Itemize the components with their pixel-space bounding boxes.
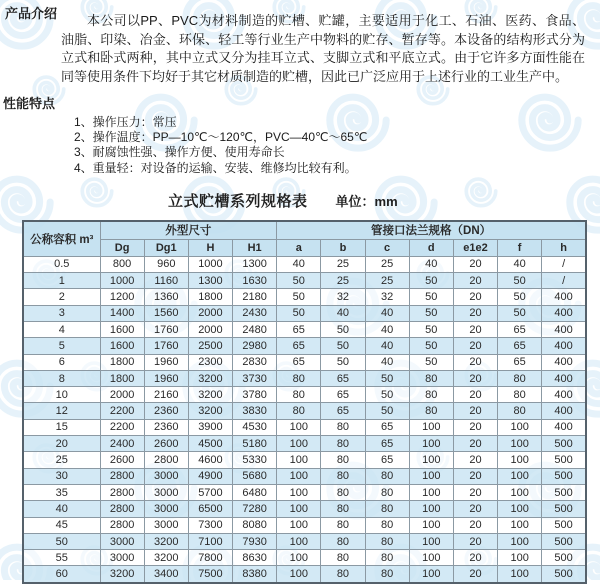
cell-value: 20 [453, 436, 497, 452]
cell-value: 2360 [144, 419, 188, 435]
cell-value: 20 [453, 387, 497, 403]
cell-value: 400 [542, 289, 586, 305]
cell-value: 100 [409, 436, 453, 452]
cell-volume: 15 [23, 419, 100, 435]
cell-value: 40 [365, 322, 409, 338]
cell-value: 3400 [144, 566, 188, 583]
cell-value: 50 [409, 273, 453, 289]
feature-item: 2、操作温度：PP—10℃～120℃，PVC—40℃～65℃ [74, 130, 368, 145]
cell-value: 2800 [100, 468, 144, 484]
cell-value: 100 [277, 501, 321, 517]
cell-value: 3200 [188, 370, 232, 386]
cell-value: 50 [321, 354, 365, 370]
cell-value: 1960 [144, 354, 188, 370]
cell-value: 80 [321, 452, 365, 468]
cell-value: 2000 [188, 305, 232, 321]
cell-value: 8080 [233, 517, 277, 533]
cell-value: 100 [277, 550, 321, 566]
table-row [23, 468, 586, 484]
cell-value: 100 [277, 517, 321, 533]
cell-value: 40 [321, 305, 365, 321]
cell-value: 20 [453, 354, 497, 370]
cell-value: 100 [277, 452, 321, 468]
cell-value: 80 [321, 419, 365, 435]
cell-value: 20 [453, 468, 497, 484]
cell-value: 25 [321, 256, 365, 272]
cell-value: 7300 [188, 517, 232, 533]
cell-value: 20 [453, 305, 497, 321]
cell-value: 50 [277, 305, 321, 321]
table-row [23, 452, 586, 468]
table-caption [168, 190, 600, 211]
cell-volume: 10 [23, 387, 100, 403]
cell-value: 40 [365, 354, 409, 370]
cell-value: 2600 [144, 436, 188, 452]
cell-value: 20 [453, 256, 497, 272]
cell-value: 80 [409, 370, 453, 386]
cell-value: 100 [409, 517, 453, 533]
cell-value: 400 [542, 419, 586, 435]
cell-value: 50 [409, 354, 453, 370]
col-header-h1: H1 [233, 239, 277, 256]
table-row [23, 370, 586, 386]
cell-value: 400 [542, 322, 586, 338]
cell-value: 50 [498, 273, 542, 289]
cell-value: 80 [498, 387, 542, 403]
cell-volume: 0.5 [23, 256, 100, 272]
cell-value: 100 [409, 419, 453, 435]
cell-volume: 5 [23, 338, 100, 354]
cell-value: 100 [409, 501, 453, 517]
cell-volume: 40 [23, 501, 100, 517]
cell-value: 2830 [233, 354, 277, 370]
cell-value: 20 [453, 517, 497, 533]
cell-value: 100 [277, 436, 321, 452]
cell-value: 7280 [233, 501, 277, 517]
cell-value: 65 [498, 354, 542, 370]
cell-value: 32 [365, 289, 409, 305]
cell-value: 100 [409, 550, 453, 566]
cell-value: 80 [321, 501, 365, 517]
cell-value: 100 [409, 468, 453, 484]
cell-value: 3000 [144, 517, 188, 533]
cell-value: 100 [277, 484, 321, 500]
cell-value: 400 [542, 370, 586, 386]
cell-value: 500 [542, 501, 586, 517]
cell-value: 25 [365, 273, 409, 289]
cell-volume: 20 [23, 436, 100, 452]
cell-value: 400 [542, 387, 586, 403]
cell-value: 50 [409, 305, 453, 321]
cell-value: 400 [542, 305, 586, 321]
cell-value: 8630 [233, 550, 277, 566]
cell-value: 400 [542, 403, 586, 419]
cell-value: 20 [453, 419, 497, 435]
cell-value: 960 [144, 256, 188, 272]
cell-value: 20 [453, 550, 497, 566]
cell-value: 80 [365, 484, 409, 500]
cell-value: 65 [277, 354, 321, 370]
cell-value: 50 [365, 370, 409, 386]
cell-value: 2430 [233, 305, 277, 321]
cell-value: 80 [321, 436, 365, 452]
cell-volume: 55 [23, 550, 100, 566]
cell-value: 80 [365, 468, 409, 484]
cell-value: 20 [453, 370, 497, 386]
cell-value: 1000 [188, 256, 232, 272]
cell-volume: 2 [23, 289, 100, 305]
cell-value: 80 [277, 403, 321, 419]
cell-value: 100 [498, 484, 542, 500]
cell-value: 20 [453, 322, 497, 338]
cell-value: 80 [498, 370, 542, 386]
cell-volume: 35 [23, 484, 100, 500]
cell-value: / [542, 273, 586, 289]
table-row [23, 484, 586, 500]
cell-value: 80 [277, 387, 321, 403]
cell-value: 80 [365, 566, 409, 583]
col-header-h: H [188, 239, 232, 256]
cell-value: 80 [321, 566, 365, 583]
cell-value: 3200 [188, 387, 232, 403]
table-row [23, 501, 586, 517]
cell-value: 3200 [188, 403, 232, 419]
cell-value: 50 [498, 289, 542, 305]
cell-value: 80 [365, 533, 409, 549]
cell-value: 800 [100, 256, 144, 272]
cell-value: 1800 [188, 289, 232, 305]
cell-volume: 45 [23, 517, 100, 533]
cell-volume: 6 [23, 354, 100, 370]
cell-value: 40 [498, 256, 542, 272]
cell-value: 65 [277, 338, 321, 354]
feature-item: 3、耐腐蚀性强、操作方便、使用寿命长 [74, 145, 285, 160]
cell-value: 1600 [100, 338, 144, 354]
cell-value: 1000 [100, 273, 144, 289]
cell-value: 3830 [233, 403, 277, 419]
cell-value: 500 [542, 452, 586, 468]
cell-value: 500 [542, 550, 586, 566]
table-row [23, 273, 586, 289]
table-row [23, 550, 586, 566]
col-header-f: f [498, 239, 542, 256]
cell-value: 80 [277, 370, 321, 386]
cell-value: 20 [453, 289, 497, 305]
cell-value: 50 [321, 322, 365, 338]
cell-value: 100 [498, 517, 542, 533]
col-header-e1e2: e1e2 [453, 239, 497, 256]
col-group-flange: 管接口法兰规格（DN） [277, 221, 586, 240]
cell-value: 100 [498, 501, 542, 517]
cell-value: 50 [409, 289, 453, 305]
cell-value: 3000 [144, 501, 188, 517]
table-row [23, 419, 586, 435]
cell-value: / [542, 256, 586, 272]
cell-value: 2980 [233, 338, 277, 354]
cell-value: 100 [498, 419, 542, 435]
cell-value: 50 [498, 305, 542, 321]
table-row [23, 289, 586, 305]
cell-volume: 25 [23, 452, 100, 468]
cell-value: 2500 [188, 338, 232, 354]
features-heading: 性能特点 [3, 96, 56, 111]
cell-value: 20 [453, 338, 497, 354]
intro-paragraph: 本公司以PP、PVC为材料制造的贮槽、贮罐，主要适用于化工、石油、医药、食品、油脂、印染、冶金、环保、轻工等行业生产中物料的贮存、暂存等。本设备的结构形式分为立式和卧式两种，其中立式又分为挂耳立式、支脚立式和平底立式。由于它许多方面性能在同等使用条件下均好于其它材质制造的贮槽，因此已广泛应用于上述行业的工业生产中。 [61, 13, 585, 84]
cell-value: 80 [409, 403, 453, 419]
table-row [23, 256, 586, 272]
cell-value: 2160 [144, 387, 188, 403]
table-row [23, 322, 586, 338]
col-header-h: h [542, 239, 586, 256]
cell-value: 400 [542, 354, 586, 370]
cell-value: 1760 [144, 322, 188, 338]
cell-volume: 60 [23, 566, 100, 583]
cell-value: 20 [453, 484, 497, 500]
cell-value: 40 [409, 256, 453, 272]
cell-value: 80 [321, 517, 365, 533]
cell-value: 3000 [144, 468, 188, 484]
cell-value: 80 [365, 501, 409, 517]
table-row [23, 387, 586, 403]
cell-value: 65 [321, 387, 365, 403]
cell-value: 4530 [233, 419, 277, 435]
table-unit: 单位：mm [335, 193, 398, 209]
cell-value: 100 [498, 436, 542, 452]
cell-value: 25 [321, 273, 365, 289]
cell-value: 80 [498, 403, 542, 419]
spec-table-body [23, 256, 586, 582]
cell-value: 50 [409, 338, 453, 354]
cell-value: 100 [277, 468, 321, 484]
cell-value: 32 [321, 289, 365, 305]
cell-value: 80 [409, 387, 453, 403]
cell-value: 2200 [100, 419, 144, 435]
cell-value: 1400 [100, 305, 144, 321]
cell-value: 2000 [100, 387, 144, 403]
cell-value: 7930 [233, 533, 277, 549]
cell-volume: 50 [23, 533, 100, 549]
cell-value: 2180 [233, 289, 277, 305]
cell-value: 100 [277, 533, 321, 549]
cell-value: 7500 [188, 566, 232, 583]
cell-value: 20 [453, 566, 497, 583]
cell-value: 40 [365, 338, 409, 354]
cell-value: 100 [409, 533, 453, 549]
cell-value: 400 [542, 338, 586, 354]
col-header-dg1: Dg1 [144, 239, 188, 256]
cell-value: 50 [409, 322, 453, 338]
cell-value: 20 [453, 452, 497, 468]
cell-value: 2800 [144, 452, 188, 468]
table-row [23, 436, 586, 452]
cell-value: 8380 [233, 566, 277, 583]
feature-item: 4、重量轻：对设备的运输、安装、维修均比较有利。 [74, 160, 357, 175]
cell-value: 1300 [233, 256, 277, 272]
cell-value: 20 [453, 273, 497, 289]
cell-value: 1800 [100, 354, 144, 370]
cell-value: 6500 [188, 501, 232, 517]
cell-value: 3200 [144, 550, 188, 566]
cell-value: 100 [498, 533, 542, 549]
col-header-c: c [365, 239, 409, 256]
cell-value: 3000 [100, 533, 144, 549]
col-header-b: b [321, 239, 365, 256]
intro-heading: 产品介绍 [5, 6, 58, 21]
cell-value: 3900 [188, 419, 232, 435]
features-list [0, 115, 600, 176]
feature-item: 1、操作压力：常压 [74, 115, 177, 129]
spec-table [22, 220, 587, 584]
cell-value: 50 [321, 338, 365, 354]
cell-volume: 30 [23, 468, 100, 484]
cell-value: 6480 [233, 484, 277, 500]
cell-value: 100 [498, 550, 542, 566]
cell-value: 1630 [233, 273, 277, 289]
table-row [23, 566, 586, 583]
cell-value: 50 [277, 289, 321, 305]
cell-value: 50 [365, 387, 409, 403]
cell-volume: 12 [23, 403, 100, 419]
cell-value: 7100 [188, 533, 232, 549]
cell-value: 1600 [100, 322, 144, 338]
cell-value: 100 [498, 452, 542, 468]
cell-value: 40 [365, 305, 409, 321]
cell-value: 1960 [144, 370, 188, 386]
cell-value: 500 [542, 484, 586, 500]
cell-value: 2300 [188, 354, 232, 370]
cell-value: 80 [321, 550, 365, 566]
cell-value: 2800 [100, 484, 144, 500]
cell-value: 3200 [144, 533, 188, 549]
cell-value: 80 [321, 533, 365, 549]
cell-value: 20 [453, 533, 497, 549]
cell-value: 80 [365, 550, 409, 566]
cell-value: 80 [365, 517, 409, 533]
cell-value: 500 [542, 566, 586, 583]
cell-value: 65 [365, 452, 409, 468]
cell-value: 100 [277, 566, 321, 583]
cell-value: 100 [498, 468, 542, 484]
cell-value: 3000 [100, 550, 144, 566]
cell-value: 2800 [100, 517, 144, 533]
table-row [23, 305, 586, 321]
col-header-d: d [409, 239, 453, 256]
col-header-volume: 公称容积 m³ [23, 221, 100, 257]
table-row [23, 403, 586, 419]
cell-value: 5180 [233, 436, 277, 452]
cell-value: 20 [453, 403, 497, 419]
table-row [23, 517, 586, 533]
cell-value: 500 [542, 436, 586, 452]
cell-value: 1800 [100, 370, 144, 386]
cell-value: 50 [365, 403, 409, 419]
cell-value: 65 [365, 419, 409, 435]
cell-value: 20 [453, 501, 497, 517]
cell-value: 100 [409, 566, 453, 583]
cell-value: 1760 [144, 338, 188, 354]
cell-value: 3200 [100, 566, 144, 583]
table-row [23, 338, 586, 354]
cell-value: 65 [277, 322, 321, 338]
cell-value: 100 [409, 484, 453, 500]
cell-volume: 1 [23, 273, 100, 289]
cell-value: 40 [277, 256, 321, 272]
cell-value: 80 [321, 468, 365, 484]
cell-value: 2480 [233, 322, 277, 338]
cell-value: 500 [542, 517, 586, 533]
cell-value: 80 [321, 484, 365, 500]
cell-value: 2360 [144, 403, 188, 419]
cell-value: 65 [321, 403, 365, 419]
cell-value: 500 [542, 533, 586, 549]
cell-value: 5330 [233, 452, 277, 468]
cell-value: 65 [498, 322, 542, 338]
cell-value: 4600 [188, 452, 232, 468]
cell-value: 100 [409, 452, 453, 468]
table-title: 立式贮槽系列规格表 [168, 192, 308, 210]
cell-value: 1160 [144, 273, 188, 289]
cell-value: 2000 [188, 322, 232, 338]
cell-value: 3780 [233, 387, 277, 403]
cell-value: 4500 [188, 436, 232, 452]
cell-value: 100 [498, 566, 542, 583]
cell-value: 65 [321, 370, 365, 386]
cell-value: 2800 [100, 501, 144, 517]
cell-value: 3730 [233, 370, 277, 386]
cell-value: 100 [277, 419, 321, 435]
cell-value: 500 [542, 468, 586, 484]
cell-value: 2600 [100, 452, 144, 468]
col-group-dimensions: 外型尺寸 [100, 221, 277, 240]
spec-table-header [23, 221, 586, 257]
cell-value: 5680 [233, 468, 277, 484]
cell-volume: 3 [23, 305, 100, 321]
cell-value: 3000 [144, 484, 188, 500]
cell-volume: 8 [23, 370, 100, 386]
cell-value: 25 [365, 256, 409, 272]
cell-value: 65 [365, 436, 409, 452]
table-row [23, 354, 586, 370]
cell-value: 2400 [100, 436, 144, 452]
cell-value: 65 [498, 338, 542, 354]
col-header-dg: Dg [100, 239, 144, 256]
cell-value: 50 [277, 273, 321, 289]
cell-value: 1360 [144, 289, 188, 305]
cell-value: 1560 [144, 305, 188, 321]
col-header-a: a [277, 239, 321, 256]
cell-value: 1200 [100, 289, 144, 305]
cell-value: 7800 [188, 550, 232, 566]
cell-value: 4900 [188, 468, 232, 484]
table-row [23, 533, 586, 549]
cell-volume: 4 [23, 322, 100, 338]
cell-value: 2200 [100, 403, 144, 419]
cell-value: 1300 [188, 273, 232, 289]
cell-value: 5700 [188, 484, 232, 500]
